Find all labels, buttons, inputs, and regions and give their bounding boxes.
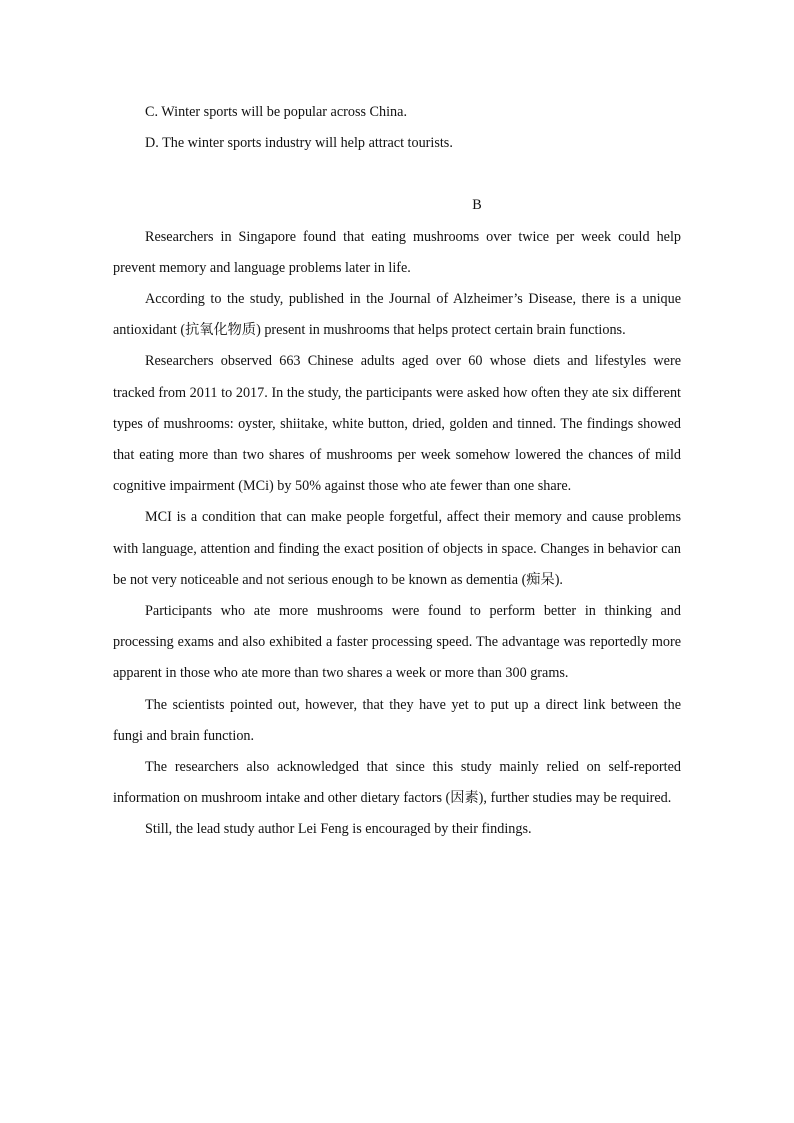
section-letter: B	[472, 197, 482, 214]
paragraph-7	[113, 752, 681, 814]
paragraph-5	[113, 596, 681, 690]
paragraph-text: Participants who ate more mushrooms were found to perform better in thinking and processing exams and also exhibited a faster processing speed. The advantage was reportedly more apparent in those who ate more than two shares a week or more than 300 grams.	[113, 603, 681, 682]
chinese-gloss-antioxidant: 抗氧化物质	[185, 322, 257, 339]
paragraph-1	[113, 222, 681, 284]
chinese-gloss-dementia: 痴呆	[526, 571, 555, 588]
paragraph-text: Researchers in Singapore found that eating mushrooms over twice per week could help prevent memory and language problems later in life.	[113, 228, 681, 276]
answer-option-c: C. Winter sports will be popular across China.	[145, 104, 407, 120]
paragraph-text: Still, the lead study author Lei Feng is encouraged by their findings.	[145, 821, 532, 838]
document-page	[113, 97, 681, 846]
paragraph-text: ) present in mushrooms that helps protect certain brain functions.	[256, 322, 626, 339]
paragraph-text: Researchers observed 663 Chinese adults aged over 60 whose diets and lifestyles were tracked from 2011 to 2017. In the study, the participants were asked how often they ate six different types of mushrooms: oyster, shiitake, white button, dried, golden and tinned. The findings showed that eating more than two shares of mushrooms per week somehow lowered the chances of mild cognitive impairment (MCi) by 50% against those who ate fewer than one share.	[113, 353, 681, 495]
paragraph-6	[113, 690, 681, 752]
paragraph-text: ).	[554, 571, 563, 588]
paragraph-8	[113, 814, 681, 845]
paragraph-text: The researchers also acknowledged that since this study mainly relied on self-reported information on mushroom intake and other dietary factors (	[113, 759, 681, 807]
paragraph-text: According to the study, published in the Journal of Alzheimer’s Disease, there is a unique antioxidant (	[113, 291, 681, 339]
paragraph-text: MCI is a condition that can make people forgetful, affect their memory and cause problems with language, attention and finding the exact position of objects in space. Changes in behavior can be not very noticeable and not serious enough to be known as dementia (	[113, 509, 681, 588]
paragraph-2	[113, 284, 681, 346]
paragraph-text: The scientists pointed out, however, that they have yet to put up a direct link between the fungi and brain function.	[113, 696, 681, 744]
paragraph-text: ), further studies may be required.	[478, 790, 672, 807]
answer-option-d: D. The winter sports industry will help attract tourists.	[145, 135, 453, 152]
paragraph-3	[113, 346, 681, 502]
paragraph-4	[113, 502, 681, 596]
chinese-gloss-factors: 因素	[450, 790, 479, 807]
